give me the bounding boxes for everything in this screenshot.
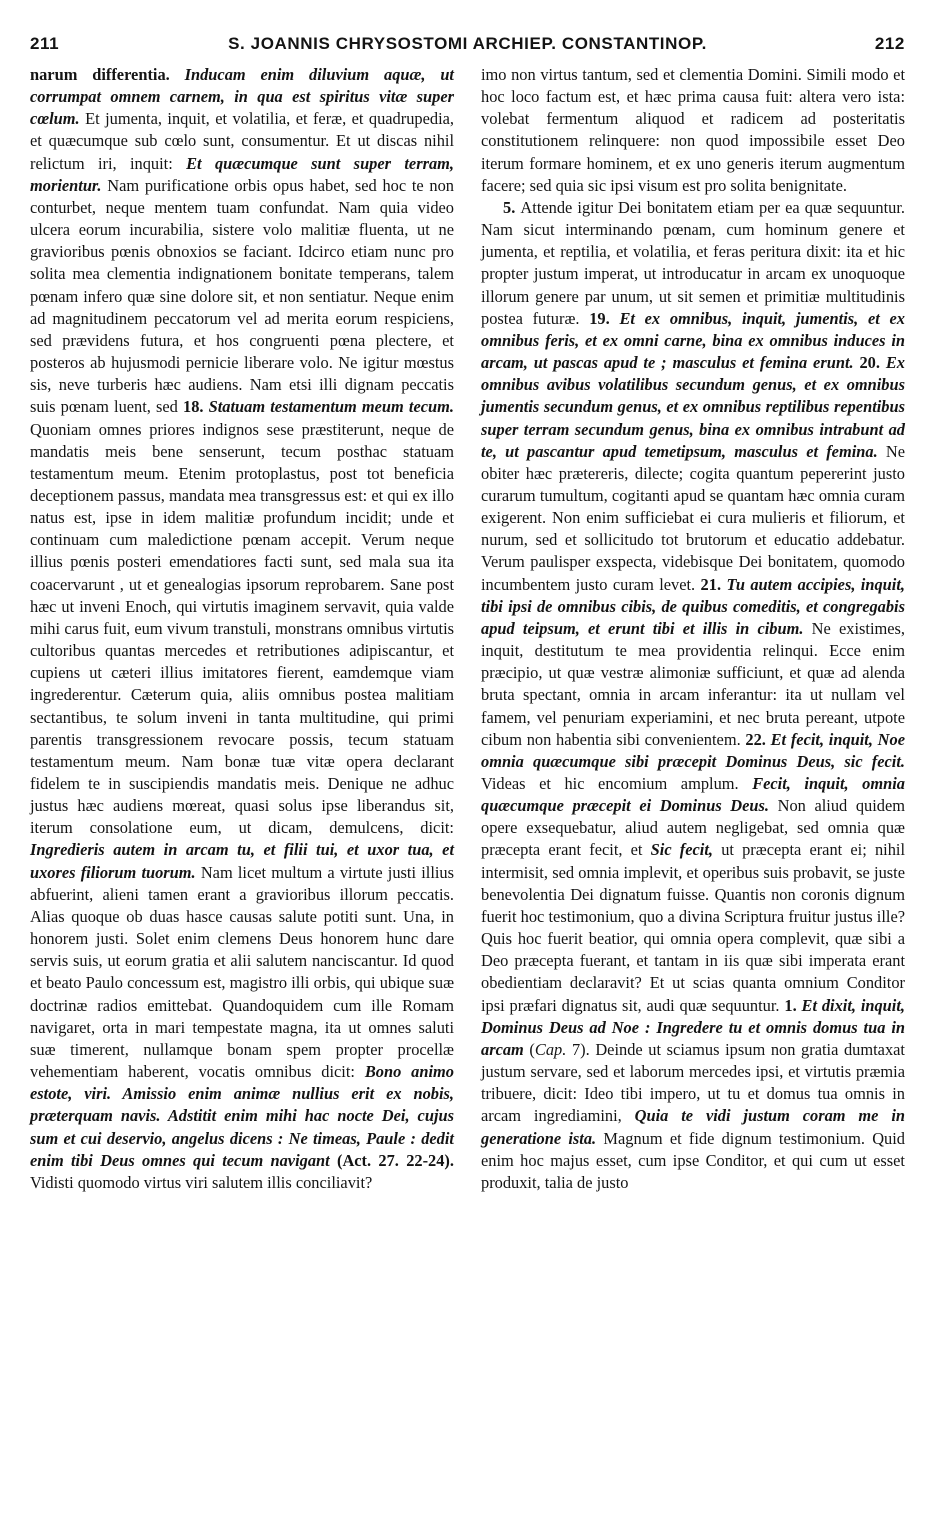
text-run: Attende igitur Dei bonitatem etiam per ea quæ sequuntur. Nam sicut interminando pœnam, cum hominum genere et jumenta, et reptilia, et volatilia, et feras peritura dixit: ita et hic propter justum imperat, ut introducatur in arcam ex unoquoque illorum genere par unum, ut sit semen et primitiæ multitudinis postea futuræ. (481, 197, 906, 328)
running-title: S. JOANNIS CHRYSOSTOMI ARCHIEP. CONSTANTINOP. (228, 34, 707, 53)
right-column (481, 64, 905, 1194)
text-run: 21. (700, 574, 727, 594)
page-header (30, 30, 905, 64)
text-run: 22. (745, 729, 771, 749)
right-paragraph-1 (481, 64, 905, 197)
page-number-right: 212 (874, 34, 905, 53)
text-run: Nam licet multum a virtute justi illius abfuerint, alieni tamen erant a gravioribus illorum peccatis. Alias quoque ob duas hasce causas salute potiti sunt. Una, in honorem justi. Solet enim clemens Deus honorem hunc dare servis suis, ut eorum gratia et alii salutem nanciscantur. Id quod et beato Paulo concessum est, magistro illi orbis, qui ubique suæ doctrinæ radios emittebat. Quandoquidem cum ille Romam navigaret, orta in mari tempestate magna, ita ut omnes saluti suæ timerent, nullamque bonam spem propter procellæ vehementiam haberent, vocatis omnibus dicit: (30, 862, 455, 1082)
text-run: 19. (589, 308, 620, 328)
text-run: Ingredieris autem in arcam tu, et filii tui, et uxor tua, et uxores filiorum tuorum. (30, 840, 454, 882)
text-run: 20. (853, 353, 886, 373)
text-run: Sic fecit, (650, 840, 714, 860)
text-run: Ne obiter hæc prætereris, dilecte; cogita quantum pepererint justo curarum tumultum, cogitanti apud se quantam hæc omnia curam exigerent. Non enim sufficiebat ei cura mulieris et filiorum, et nurum, sed et sollicitudo tot brutorum et educatio addebatur. Verum paulisper exspecta, videbisque Dei bonitatem, quomodo incumbentem justo curam levet. (481, 441, 905, 594)
text-run: 7). Deinde ut sciamus ipsum non gratia dumtaxat justum servare, sed et laborum mercedes ipsi, et virtutis præmia tribuere, dicit: Ideo tibi impero, ut tu et domus tua omnis in arcam ingrediamini, (481, 1039, 905, 1126)
left-column (30, 64, 454, 1194)
text-run: narum differentia. (30, 65, 185, 84)
text-run: Statuam testamentum meum tecum. (208, 397, 454, 417)
text-run: ( (523, 1039, 535, 1059)
text-run: Et jumenta, inquit, et volatilia, et feræ, et quadrupedia, et quæcumque sub cœlo sunt, consumentur. Et ut discas nihil relictum iri, inquit: (30, 109, 454, 173)
right-paragraph-2 (481, 197, 905, 1194)
text-run: Fecit, inquit, omnia quæcumque præcepit ei Dominus Deus. (481, 774, 905, 816)
text-columns (30, 64, 905, 1194)
text-run: Inducam enim diluvium aquæ, ut corrumpat omnem carnem, in qua est spiritus vitæ super cœlum. (30, 65, 454, 129)
text-run: Vidisti quomodo virtus viri salutem illis conciliavit? (30, 1172, 373, 1192)
text-run: Ne existimes, inquit, destitutum te mea providentia relinqui. Ecce enim præcipio, ut quæ vestræ alimoniæ sufficiunt, et quæ ad alenda bruta spectant, omnia in arcam inferantur: ita ut nullam vel famem, vel penuriam experiamini, et nec bruta pereant, utpote cibum non habentia sibi convenientem. (481, 618, 905, 749)
text-run: Nam purificatione orbis opus habet, sed hoc te non conturbet, neque mentem tuam confundat. Nam quia video ulcera eorum incurabilia, sistere volo malitiæ fluenta, ut ne gravioribus pœnis obnoxios se faciant. Idcirco etiam nunc pro solita mea clementia indignationem bonitate temperans, talem pœnam infero quæ sine dolore sit, et non sentiatur. Neque enim ad magnitudinem peccatorum vel ad merita eorum respiciens, sed prævidens futura, et hos congruenti pœna plectere, et posteros ab hujusmodi pernicie liberare volo. Ne igitur mœstus sis, neve turberis hæc audiens. Nam etsi illi dignam peccatis suis pœnam luent, sed (30, 175, 454, 417)
left-paragraph-1 (30, 64, 454, 1194)
text-run: 1. (784, 995, 802, 1015)
text-run: Ex omnibus avibus volatilibus secundum genus, et ex omnibus jumentis secundum genus, et ex omnibus reptilibus repentibus super terram secundum genus, bina ex omnibus intrabunt ad te, ut pascantur apud temetipsum, masculus et femina. (481, 353, 905, 461)
text-run: Bono animo estote, viri. Amissio enim animæ nullius erit ex nobis, præterquam navis. Adstitit enim mihi hac nocte Dei, cujus sum et cui deservio, angelus dicens : Ne timeas, Paule : dedit enim tibi Deus omnes qui tecum navigant (30, 1062, 454, 1170)
text-run: (Act. 27. 22-24). (329, 1150, 454, 1170)
text-run: Et dixit, inquit, Dominus Deus ad Noe : Ingredere tu et omnis domus tua in arcam (481, 995, 906, 1059)
text-run: 5. (503, 197, 521, 217)
text-run: 18. (183, 397, 209, 417)
text-run: Et ex omnibus, inquit, jumentis, et ex omnibus feris, et ex omni carne, bina ex omnibus induces in arcam, ut pascas apud te ; masculus et femina erunt. (481, 308, 905, 373)
text-run: Quoniam omnes priores indignos sese præstiterunt, neque de mandatis meis bene senserunt, tecum posthac statuam testamentum meum. Etenim protoplastus, post tot beneficia deceptionem passus, mandata mea transgressus est: et qui ex illo natus est, ipse in idem malitiæ profundum incidit; unde et continuam cum maledictione pœnam accepit. Verum neque illius pœnis posteri emendatiores facti sunt, sed mala sua ita coacervarunt , ut et genealogias ipsorum reprobarem. Sane post hæc ut inveni Enoch, qui virtutis imaginem servavit, quia valde mihi carus fuit, eum vivum transtuli, monstrans omnibus virtutis cultoribus quantas mercedes et retributiones adipiscantur, et cupiens ut cæteri illius imitatores fierent, eamdemque viam ingrederentur. Cæterum quia, aliis omnibus postea malitiam sectantibus, te solum inveni in tanta multitudine, qui primi parentis transgressionem revocare possis, tecum statuam testamentum meum. Nam bonæ tuæ vitæ opera declarant fidelem te in suscipiendis mandatis meis. Denique ne adhuc justus hæc audiens mœreat, quasi solus ipse liberandus sit, iterum consolatione eum, ut dicam, demulcens, dicit: (30, 419, 454, 838)
text-run: Videas et hic encomium amplum. (481, 774, 753, 793)
text-run: ut præcepta erant ei; nihil intermisit, sed omnia implevit, et operibus suis probavit, se juste benevolentia Dei dignatum fuisse. Quantis non coronis dignum fuerit hoc testimonium, quo a divina Scriptura fruitur justus ille? Quis hoc fuerit beatior, qui omnia opera complevit, quæ sibi a Deo præcepta fuerant, et tantam in iis quæ sibi imperata erant obedientiam declaravit? Et ut scias quanta omnium Conditor ipsi præfari dignatus sit, audi quæ sequuntur. (481, 840, 905, 1015)
page-number-left: 211 (30, 34, 60, 53)
text-run: Cap. (534, 1039, 567, 1059)
text-run: Et quæcumque sunt super terram, morientur. (30, 153, 455, 195)
text-run: Et fecit, inquit, Noe omnia quæcumque sibi præcepit Dominus Deus, sic fecit. (481, 729, 905, 771)
text-run: Non aliud quidem opere exsequebatur, aliud autem negligebat, sed omnia quæ præcepta erant fecit, et (481, 796, 905, 860)
text-run: Tu autem accipies, inquit, tibi ipsi de omnibus cibis, de quibus comeditis, et congregabis apud teipsum, et erunt tibi et illis in cibum. (481, 574, 905, 638)
text-run: imo non virtus tantum, sed et clementia Domini. Simili modo et hoc loco factum est, et hæc prima causa fuit: altera vero ista: volebat fermentum aliquod et radicem ad posteritatis constitutionem relinquere: non quod impossibile esset Deo iterum formare hominem, et ex uno generis iterum augmentum facere; sed quia sic ipsi visum est pro solita benignitate. (481, 65, 905, 195)
text-run: Magnum et fide dignum testimonium. Quid enim hoc majus esset, cum ipse Conditor, et qui cum ut esset produxit, talia de justo (481, 1128, 905, 1192)
text-run: Quia te vidi justum coram me in generatione ista. (481, 1106, 905, 1148)
